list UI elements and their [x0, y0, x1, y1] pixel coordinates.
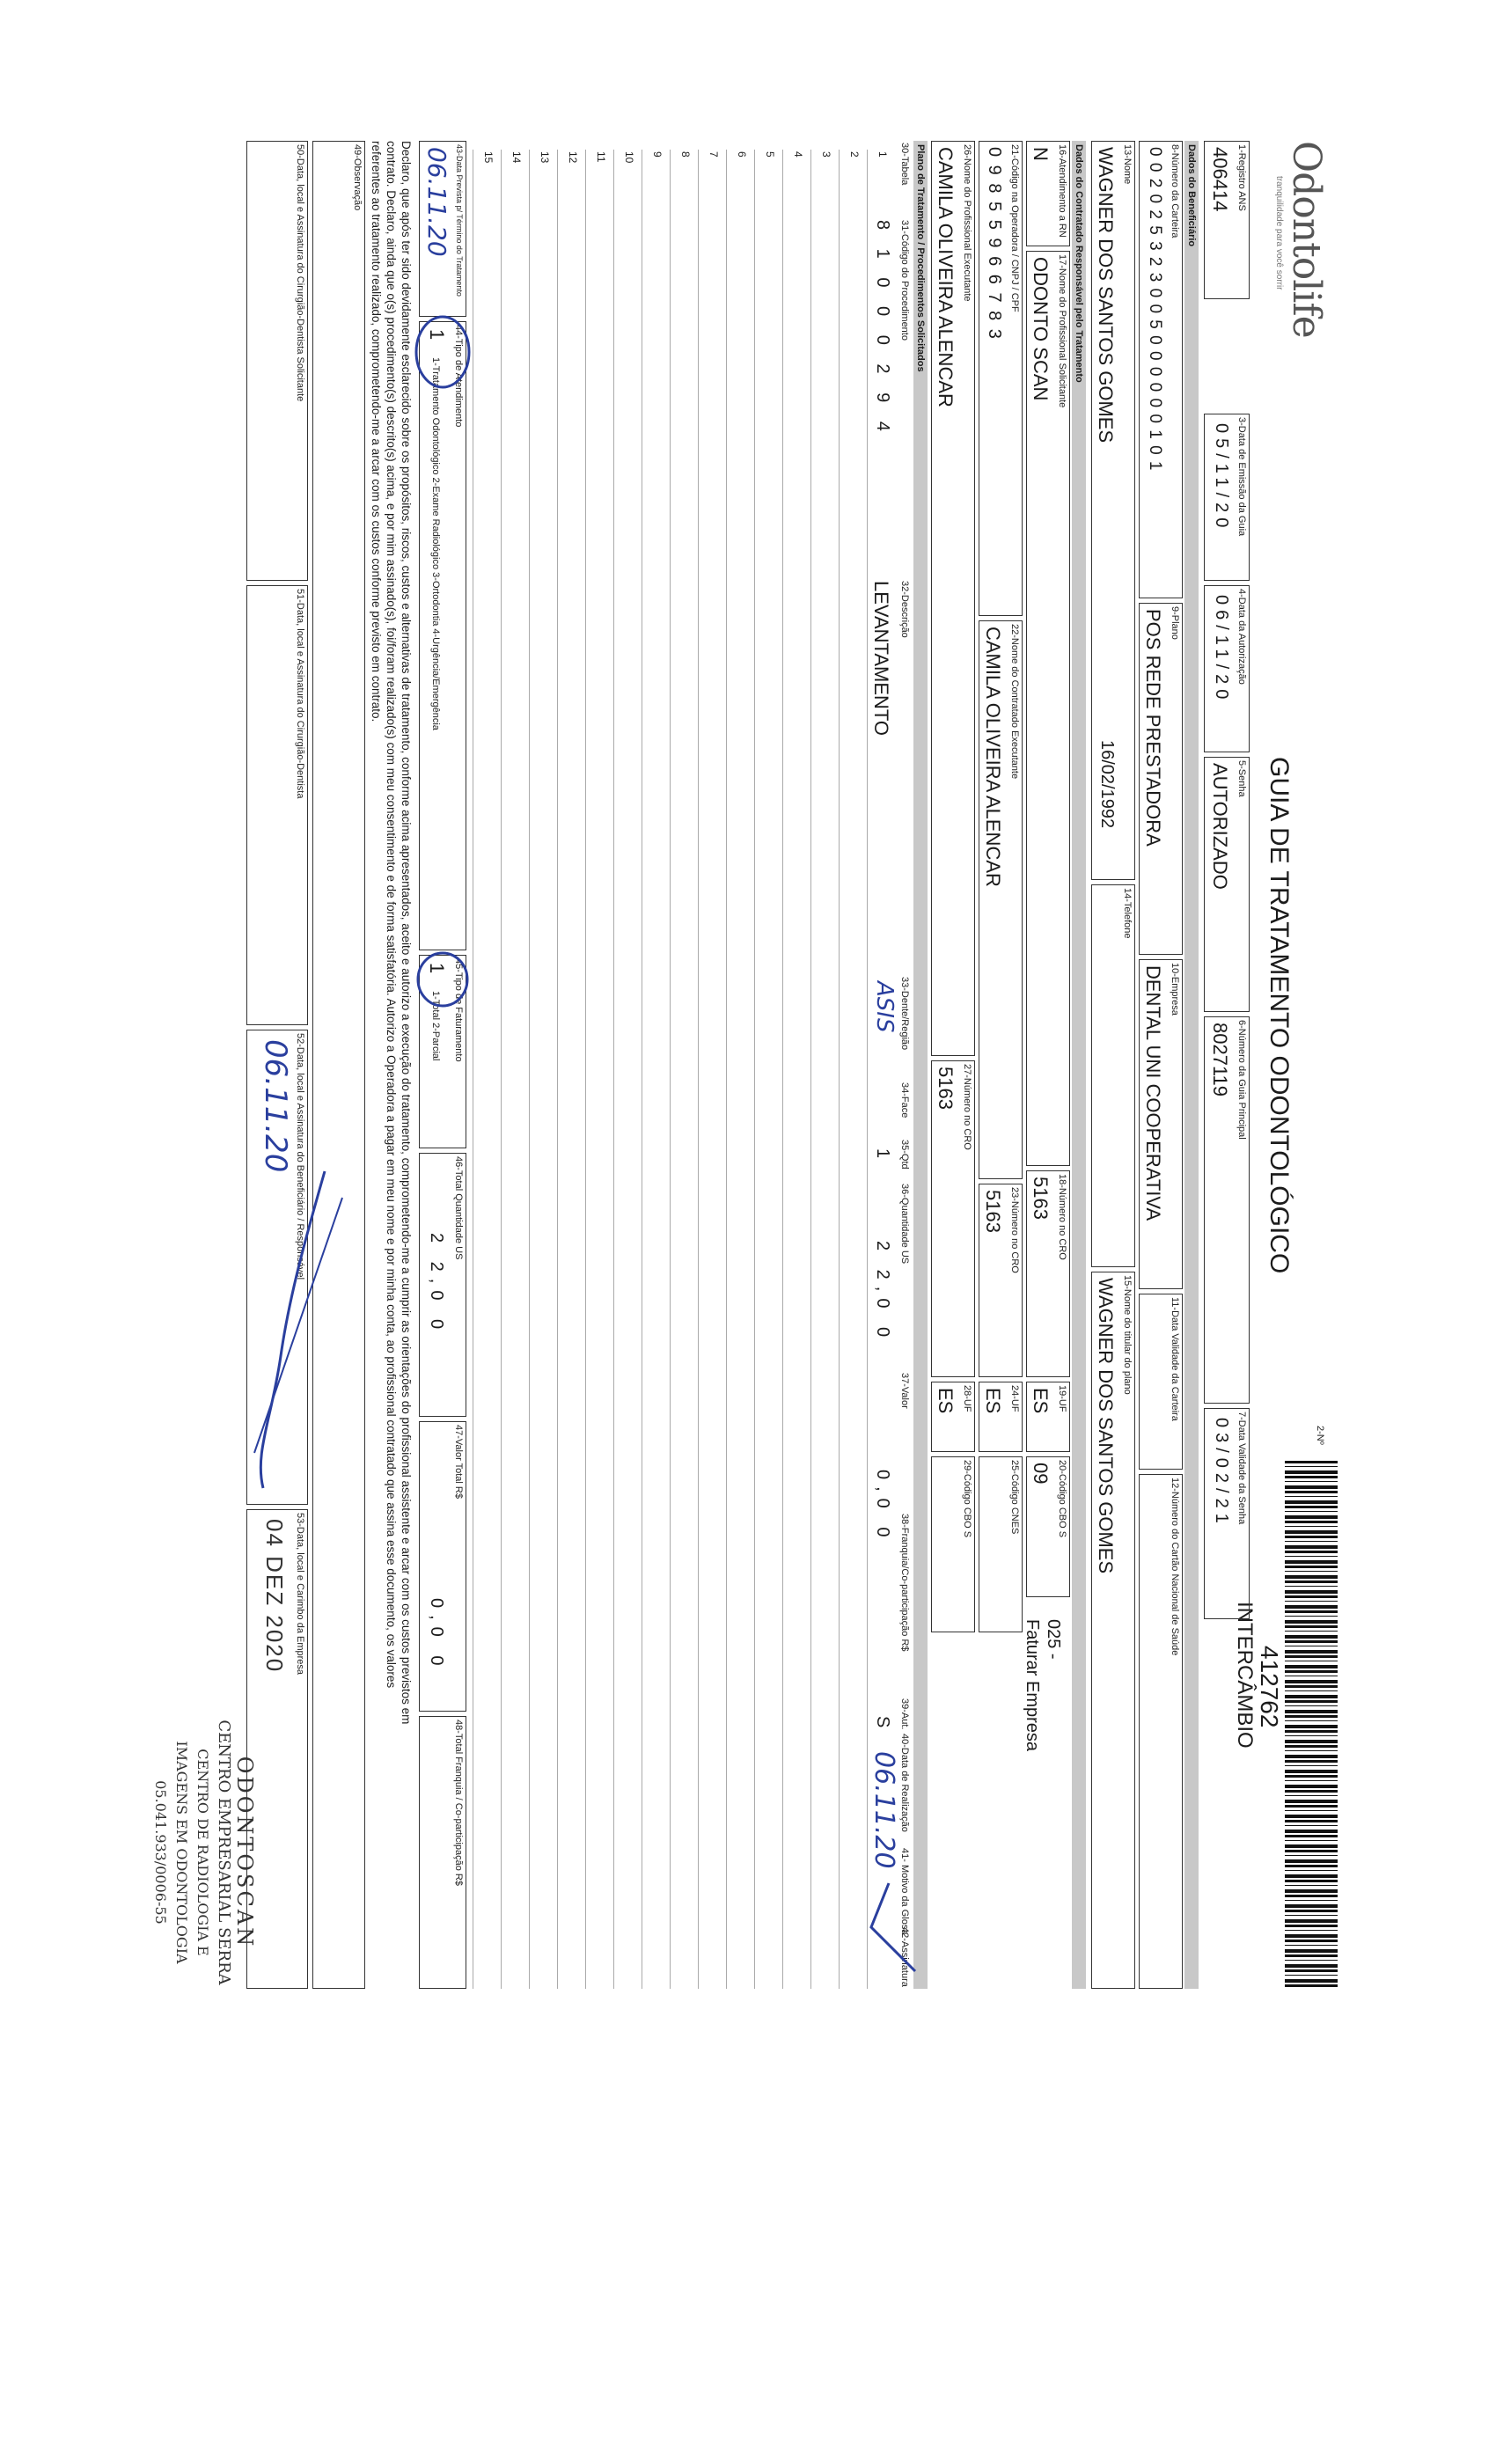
row-number: 11 [595, 151, 607, 163]
stamp-line: 05.041.933/0006-55 [152, 1780, 169, 1925]
emissao-label: 3-Data de Emissão da Guia [1236, 417, 1247, 537]
row-number: 1 [876, 151, 889, 158]
registro-value: 406414 [1209, 147, 1231, 212]
row-number: 3 [820, 151, 832, 158]
sig52-box [246, 1030, 308, 1505]
col-codigo: 31-Código do Procedimento [899, 220, 910, 341]
guia-principal-label: 6-Número da Guia Principal [1236, 1020, 1247, 1140]
col-tabela: 30-Tabela [899, 143, 910, 186]
emissao-value: 05/11/20 [1212, 423, 1231, 533]
titular-box [1091, 1272, 1135, 1989]
cns-label: 12-Número do Cartão Nacional de Saúde [1170, 1478, 1180, 1656]
col-face: 34-Face [899, 1082, 910, 1118]
total-valor-label: 47-Valor Total R$ [453, 1425, 464, 1499]
rn-value: N [1030, 147, 1052, 161]
procedure-row-1 [867, 150, 899, 1989]
carteira-label: 8-Número da Carteira [1170, 144, 1180, 238]
procedure-row [839, 150, 868, 1989]
row-number: 14 [510, 151, 523, 164]
cbo-value: 09 [1030, 1463, 1052, 1485]
titular-label: 15-Nome do titular do plano [1122, 1275, 1133, 1395]
procedure-row [473, 150, 502, 1989]
cbo-note: 025 - [1044, 1619, 1063, 1660]
procedure-row [613, 150, 642, 1989]
total-us-label: 46-Total Quantidade US [453, 1156, 464, 1260]
procedure-row [501, 150, 530, 1989]
senha-label: 5-Senha [1236, 760, 1247, 797]
executante-label: 22-Nome do Contratado Executante [1009, 624, 1020, 780]
sig51-box [246, 585, 308, 1025]
stamp-line: ODONTOSCAN [232, 1756, 257, 1949]
cro27-value: 5163 [935, 1067, 957, 1110]
faturar-note: Faturar Empresa [1023, 1619, 1042, 1752]
procedure-row [585, 150, 614, 1989]
cbo-label: 20-Código CBO S [1057, 1460, 1067, 1538]
sig50-box [246, 141, 308, 581]
rn-label: 16-Atendimento a RN [1057, 144, 1067, 238]
col-qtd: 35-Qtd [899, 1140, 910, 1170]
operadora-box [979, 141, 1023, 616]
prev-termino-handwritten: 06.11.20 [422, 147, 451, 257]
nome-box [1091, 141, 1135, 880]
col-dente: 33-Dente/Região [899, 977, 910, 1051]
solicitante-label: 17-Nome do Profissional Solicitante [1057, 254, 1067, 408]
procedure-row [529, 150, 558, 1989]
procedure-row [557, 150, 586, 1989]
cnes-label: 25-Código CNES [1009, 1460, 1020, 1535]
sig50-label: 50-Data, local e Assinatura do Cirurgião-Dentista Solicitante [295, 144, 305, 402]
row-number: 15 [482, 151, 495, 164]
col-qtd-us: 36-Quantidade US [899, 1184, 910, 1265]
carteira-box [1139, 141, 1183, 598]
col-glosa: 41- Motivo da Glosa [899, 1848, 910, 1935]
autorizacao-label: 4-Data da Autorização [1236, 589, 1247, 685]
total-franquia-label: 48-Total Franquia / Co-participação R$ [453, 1720, 464, 1886]
uf28-value: ES [935, 1388, 957, 1414]
row1-dente-handwritten: ASIS [871, 981, 898, 1033]
senha-value: AUTORIZADO [1209, 763, 1231, 890]
carteira-value: 0 0 2 0 2 5 3 2 3 0 0 5 0 0 0 0 0 0 1 0 1 [1146, 147, 1164, 472]
declaration [369, 141, 414, 1989]
row-number: 6 [736, 151, 748, 158]
sig51-label: 51-Data, local e Assinatura do Cirurgião-Dentista [295, 589, 305, 799]
col-descricao: 32-Descrição [899, 581, 910, 638]
nascimento-value: 16/02/1992 [1097, 740, 1117, 829]
sig52-date-handwritten: 06.11.20 [258, 1039, 293, 1173]
rn-box [1026, 141, 1070, 246]
cro27-label: 27-Número no CRO [962, 1064, 972, 1150]
company-stamp [150, 1707, 255, 1998]
row1-codigo: 8 1 0 0 0 2 9 4 [873, 220, 892, 438]
prev-termino-label: 43-Data Prevista p/ Término do Tratamento [455, 144, 464, 297]
guide-kind: INTERCÂMBIO [1233, 1602, 1257, 1749]
beneficiario-section: Dados do Beneficiário [1184, 141, 1199, 1989]
plano-value: POS REDE PRESTADORA [1142, 609, 1164, 847]
prev-termino-box [419, 141, 466, 317]
col-assinatura: 42-Assinatura [899, 1927, 910, 1987]
guia-principal-box [1204, 1016, 1250, 1404]
contratado-section: Dados do Contratado Responsável pelo Tratamento [1072, 141, 1086, 1989]
observacao-box [312, 141, 365, 1989]
sig52-label: 52-Data, local e Assinatura do Beneficiário / Responsável [295, 1033, 305, 1280]
executante-box [979, 620, 1023, 1179]
tipo-atend-value: 1 [426, 329, 448, 341]
declaration-line-1: Declaro, que após ter sido devidamente esclarecido sobre os propósitos, riscos, custos e alternativas de tratamento, conforme acima apresentados, aceito e autorizo a execução do tratamento, comprometendo-me a cumprir as orientações do profissional assistente e arcar com os custos previstos em [400, 141, 413, 1725]
procedure-row [810, 150, 840, 1989]
sig53-date-stamp: 04 DEZ 2020 [261, 1519, 288, 1674]
cro23-box [979, 1184, 1023, 1377]
cro-box [1026, 1170, 1070, 1377]
empresa-box [1139, 959, 1183, 1289]
odontolife-logo [1267, 141, 1329, 338]
cro23-value: 5163 [982, 1190, 1004, 1233]
validade-senha-label: 7-Data Validade da Senha [1236, 1412, 1247, 1525]
solicitante-value: ODONTO SCAN [1030, 257, 1052, 401]
executante-value: CAMILA OLIVEIRA ALENCAR [982, 627, 1004, 887]
uf28-label: 28-UF [962, 1385, 972, 1412]
registro-box [1204, 141, 1250, 299]
ink-check-row1 [854, 1874, 924, 1980]
telefone-label: 14-Telefone [1122, 888, 1133, 939]
nome-label: 13-Nome [1122, 144, 1133, 185]
prof-exec-box [931, 141, 975, 1056]
cbo29-label: 29-Código CBO S [962, 1460, 972, 1538]
col-data: 40-Data de Realização [899, 1734, 910, 1832]
registro-label: 1-Registro ANS [1236, 144, 1247, 211]
logo-text: Odontolife [1284, 141, 1329, 338]
total-franquia-box [419, 1716, 466, 1989]
validade-senha-value: 03/02/21 [1212, 1418, 1231, 1529]
senha-box [1204, 757, 1250, 1012]
nome-value: WAGNER DOS SANTOS GOMES [1095, 147, 1117, 444]
telefone-box [1091, 884, 1135, 1267]
procedure-row [698, 150, 727, 1989]
tratamento-form [152, 123, 1338, 2006]
autorizacao-value: 06/11/20 [1212, 595, 1231, 705]
page-title: GUIA DE TRATAMENTO ODONTOLÓGICO [1265, 757, 1294, 1274]
row1-descricao: LEVANTAMENTO [870, 581, 892, 737]
uf-label: 19-UF [1057, 1385, 1067, 1412]
barcode [1285, 1461, 1338, 1989]
total-us-value: 2 2,0 0 [427, 1233, 446, 1337]
solicitante-box [1026, 251, 1070, 1166]
uf28-box [931, 1382, 975, 1452]
cro-value: 5163 [1030, 1177, 1052, 1220]
prof-exec-value: CAMILA OLIVEIRA ALENCAR [935, 147, 957, 407]
declaration-line-2: contrato. Declaro, ainda que o(s) procedimento(s) descrito(s) acima, e por mim assinado(s), foi/foram realizado(s) com meu consentimento e de forma satisfatória. Autorizo a Operadora a pagar em meu nome e por minha conta, ao profissional contratado que assina esse documento, os valores [385, 141, 398, 1689]
procedure-row [642, 150, 671, 1989]
cro27-box [931, 1060, 975, 1377]
uf-value: ES [1030, 1388, 1052, 1414]
plano-box [1139, 603, 1183, 955]
emissao-box [1204, 414, 1250, 581]
operadora-label: 21-Código na Operadora / CNPJ / CPF [1009, 144, 1020, 312]
row-number: 13 [539, 151, 551, 164]
stamp-line: CENTRO DE RADIOLOGIA E [194, 1749, 211, 1956]
col-franquia: 38-Franquia/Co-participação R$ [899, 1514, 910, 1652]
procedure-row [782, 150, 811, 1989]
tipo-atend-label: 44-Tipo de Atendimento [453, 325, 464, 428]
procedure-row [726, 150, 755, 1989]
prof-exec-label: 26-Nome do Profissional Executante [962, 144, 972, 302]
validade-senha-box [1204, 1408, 1250, 1619]
total-valor-box [419, 1421, 466, 1712]
row1-qtd: 1 [873, 1148, 892, 1159]
row1-aut: S [873, 1716, 892, 1728]
guide-no-label: 2-Nº [1315, 1426, 1325, 1445]
stamp-line: IMAGENS EM ODONTOLOGIA [173, 1741, 190, 1964]
row-number: 10 [623, 151, 635, 164]
uf24-label: 24-UF [1009, 1385, 1020, 1412]
procedures-section: Plano de Tratamento / Procedimentos Solicitados [913, 141, 928, 1989]
row1-valor: 0,0 0 [873, 1470, 892, 1544]
titular-value: WAGNER DOS SANTOS GOMES [1095, 1278, 1117, 1574]
uf-box [1026, 1382, 1070, 1452]
operadora-value: 0 9 8 5 5 9 6 6 7 8 3 [985, 147, 1004, 341]
ink-circle-tipo [412, 312, 473, 392]
row-number: 12 [567, 151, 579, 164]
sig53-label: 53-Data, local e Carimbo da Empresa [295, 1513, 305, 1676]
cro23-label: 23-Número no CRO [1009, 1187, 1020, 1273]
row-number: 5 [764, 151, 776, 158]
guia-principal-value: 8027119 [1209, 1023, 1231, 1097]
cbo-box [1026, 1456, 1070, 1597]
row-number: 8 [679, 151, 692, 158]
beneficiary-signature [237, 1162, 360, 1497]
tipo-fat-options: 1-Total 2-Parcial [430, 991, 441, 1061]
tipo-atend-options: 1-Tratamento Odontológico 2-Exame Radiológico 3-Ortodontia 4-Urgência/Emergência [430, 357, 441, 730]
plano-label: 9-Plano [1170, 606, 1180, 640]
validade-carteira-box [1139, 1294, 1183, 1470]
tipo-fat-label: 45-Tipo de Faturamento [453, 958, 464, 1062]
procedure-row [670, 150, 699, 1989]
procedure-row [754, 150, 783, 1989]
tipo-atend-box [419, 321, 466, 950]
row-number: 2 [848, 151, 861, 158]
row-number: 4 [792, 151, 804, 158]
col-aut: 39-Aut. [899, 1698, 910, 1730]
empresa-label: 10-Empresa [1170, 963, 1180, 1016]
uf24-value: ES [982, 1388, 1004, 1414]
ink-circle-fat [412, 949, 473, 1010]
uf24-box [979, 1382, 1023, 1452]
stamp-line: CENTRO EMPRESARIAL SERRA [215, 1720, 233, 1985]
row-number: 9 [651, 151, 664, 158]
col-valor: 37-Valor [899, 1373, 910, 1409]
logo-tagline: tranquilidade para você sorrir [1274, 176, 1284, 290]
row1-data-handwritten: 06.11.20 [869, 1751, 899, 1869]
obs-label: 49-Observação [352, 144, 363, 211]
cbo29-box [931, 1456, 975, 1632]
row1-qtd-us: 2 2,0 0 [873, 1241, 892, 1345]
total-us-box [419, 1153, 466, 1417]
declaration-line-3: referentes ao tratamento realizado, comprometendo-me a arcar com os custos conforme previsto em contrato. [370, 141, 383, 722]
cro-label: 18-Número no CRO [1057, 1174, 1067, 1260]
guide-number: 412762 [1256, 1646, 1283, 1728]
tipo-fat-value: 1 [426, 963, 448, 974]
cns-box [1139, 1474, 1183, 1989]
row-number: 7 [708, 151, 720, 158]
autorizacao-box [1204, 585, 1250, 752]
empresa-value: DENTAL UNI COOPERATIVA [1142, 965, 1164, 1221]
validade-carteira-label: 11-Data Validade da Carteira [1170, 1297, 1180, 1421]
cnes-box [979, 1456, 1023, 1632]
total-valor-value: 0,0 0 [427, 1598, 446, 1673]
